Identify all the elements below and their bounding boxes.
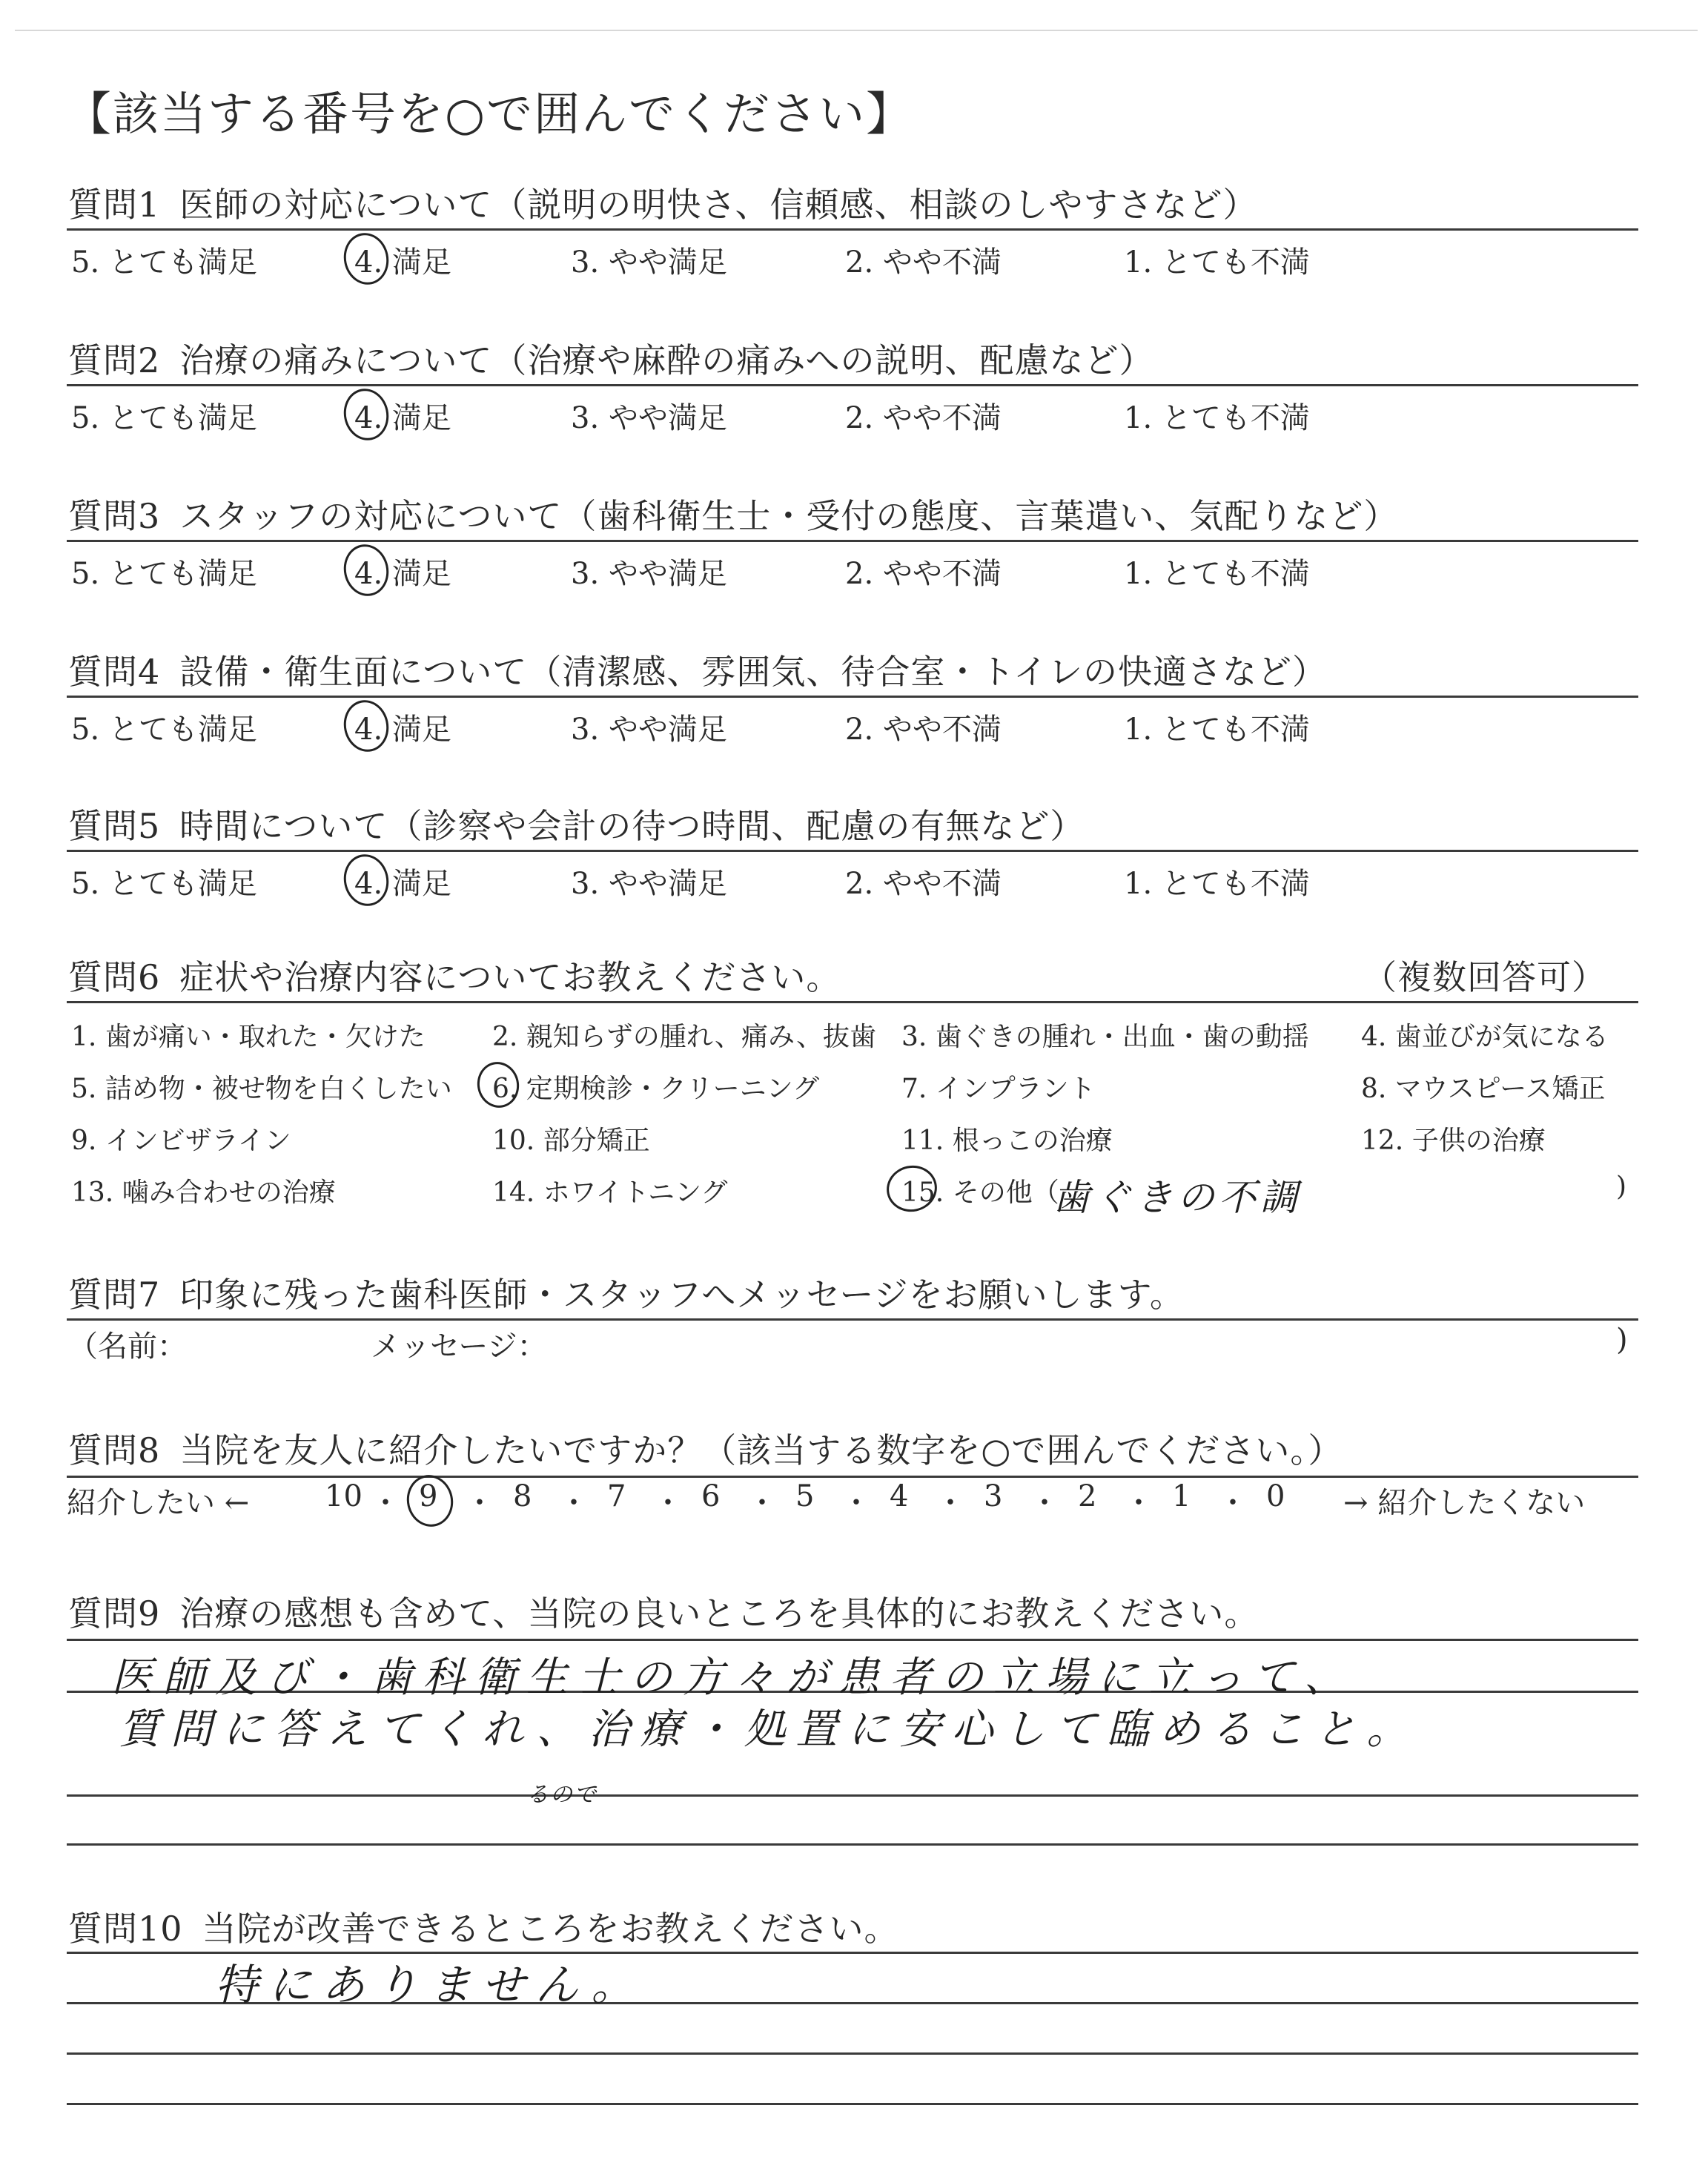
selection-circle: [402, 1470, 457, 1530]
q6-title: [68, 951, 841, 1000]
q7-text: 印象に残った歯科医師・スタッフへメッセージをお願いします。: [179, 1275, 1185, 1315]
q6-option[interactable]: 7. インプラント: [901, 1074, 1096, 1104]
rating-option[interactable]: 1. とても不満: [1124, 867, 1310, 901]
rule-line: [67, 1318, 1638, 1321]
rating-option[interactable]: 5. とても満足: [71, 401, 257, 435]
q5-text: 時間について（診察や会計の待つ時間、配慮の有無など）: [179, 806, 1085, 846]
rating-option[interactable]: 3. やや満足: [571, 401, 727, 435]
answer-line: [67, 1843, 1638, 1846]
rule-line: [67, 384, 1638, 386]
q8-scale-value[interactable]: 5: [795, 1479, 815, 1513]
q6-option: ): [1616, 1172, 1627, 1202]
rating-option[interactable]: 1. とても不満: [1124, 245, 1310, 280]
q8-right-label: → 紹介したくない: [1343, 1486, 1586, 1520]
q10-title: [68, 1902, 899, 1951]
scale-separator: ・: [1124, 1486, 1153, 1520]
answer-line: [67, 2103, 1638, 2105]
q2-text: 治療の痛みについて（治療や麻酔の痛みへの説明、配慮など）: [179, 340, 1154, 380]
q8-scale-value[interactable]: 4: [890, 1479, 909, 1513]
rule-line: [67, 696, 1638, 698]
q8-scale-value[interactable]: 3: [984, 1479, 1003, 1513]
scale-separator: ・: [653, 1486, 683, 1520]
q7-title: [68, 1268, 1185, 1317]
rating-option[interactable]: 2. やや不満: [845, 713, 1002, 747]
scale-separator: ・: [747, 1486, 777, 1520]
rating-option[interactable]: 1. とても不満: [1124, 557, 1310, 591]
q7-message-label: メッセージ：: [371, 1330, 547, 1364]
q6-option[interactable]: 1. 歯が痛い・取れた・欠けた: [71, 1022, 426, 1052]
q6-number: 質問6: [68, 957, 161, 997]
rating-option[interactable]: 2. やや不満: [845, 557, 1002, 591]
rating-option[interactable]: 3. やや満足: [571, 245, 727, 280]
scale-separator: ・: [559, 1486, 589, 1520]
rule-line: [67, 228, 1638, 231]
q6-note: （複数回答可）: [1363, 957, 1606, 997]
q8-number: 質問8: [68, 1430, 161, 1470]
scale-separator: ・: [465, 1486, 494, 1520]
q2-title: [68, 334, 1153, 383]
q6-option[interactable]: 9. インビザライン: [71, 1126, 291, 1156]
q1-title: [68, 178, 1258, 227]
q9-insertion: るので: [526, 1782, 598, 1808]
q7-number: 質問7: [68, 1275, 161, 1315]
q8-scale-value[interactable]: 9: [419, 1479, 438, 1513]
q2-number: 質問2: [68, 340, 161, 380]
rating-option[interactable]: 1. とても不満: [1124, 713, 1310, 747]
scale-separator: ・: [936, 1486, 965, 1520]
q8-scale-value[interactable]: 1: [1172, 1479, 1191, 1513]
q9-answer-line1: 医師及び・歯科衛生士の方々が患者の立場に立って、: [111, 1654, 1356, 1702]
q4-number: 質問4: [68, 652, 161, 692]
q6-option[interactable]: 13. 噛み合わせの治療: [71, 1178, 336, 1208]
q10-text: 当院が改善できるところをお教えください。: [202, 1909, 899, 1949]
q9-title: [68, 1587, 1259, 1636]
q9-text: 治療の感想も含めて、当院の良いところを具体的にお教えください。: [179, 1593, 1260, 1634]
q9-answer-line2: 質問に答えてくれ、治療・処置に安心して臨めること。: [119, 1705, 1419, 1754]
q8-scale-value[interactable]: 0: [1266, 1479, 1285, 1513]
rating-option[interactable]: 4. 満足: [354, 713, 451, 747]
q6-option[interactable]: 5. 詰め物・被せ物を白くしたい: [71, 1074, 452, 1104]
rule-line: [67, 1476, 1638, 1478]
rating-option[interactable]: 5. とても満足: [71, 557, 257, 591]
rule-line: [67, 1001, 1638, 1003]
q10-answer: 特にありません。: [215, 1960, 645, 2010]
rating-option[interactable]: 3. やや満足: [571, 713, 727, 747]
q3-title: [68, 489, 1398, 538]
rating-option[interactable]: 4. 満足: [354, 557, 451, 591]
q6-option[interactable]: 4. 歯並びが気になる: [1361, 1022, 1609, 1052]
rating-option[interactable]: 2. やや不満: [845, 867, 1002, 901]
q6-text: 症状や治療内容についてお教えください。: [179, 957, 841, 997]
answer-line: [67, 2052, 1638, 2055]
q8-left-label: 紹介したい ←: [67, 1486, 250, 1520]
q6-option[interactable]: 2. 親知らずの腫れ、痛み、抜歯: [492, 1022, 877, 1052]
q3-number: 質問3: [68, 496, 161, 536]
scale-separator: ・: [1218, 1486, 1248, 1520]
page-title: 【該当する番号を○で囲んでください】: [65, 87, 914, 141]
q6-option[interactable]: 8. マウスピース矯正: [1361, 1074, 1606, 1104]
q8-scale-value[interactable]: 10: [325, 1479, 363, 1513]
q5-number: 質問5: [68, 806, 161, 846]
rating-option[interactable]: 2. やや不満: [845, 401, 1002, 435]
answer-line: [67, 1639, 1638, 1641]
q9-number: 質問9: [68, 1593, 161, 1634]
rating-option[interactable]: 4. 満足: [354, 867, 451, 901]
scale-separator: ・: [371, 1486, 400, 1520]
scale-separator: ・: [841, 1486, 871, 1520]
answer-line: [67, 1794, 1638, 1797]
rating-option[interactable]: 4. 満足: [354, 401, 451, 435]
rating-option[interactable]: 1. とても不満: [1124, 401, 1310, 435]
q5-title: [68, 799, 1085, 848]
q1-text: 医師の対応について（説明の明快さ、信頼感、相談のしやすさなど）: [179, 185, 1258, 225]
q10-number: 質問10: [68, 1909, 183, 1949]
q7-name-label: （名前：: [68, 1330, 187, 1364]
q6-option[interactable]: 14. ホワイトニング: [492, 1178, 728, 1208]
rating-option[interactable]: 3. やや満足: [571, 867, 727, 901]
rating-option[interactable]: 3. やや満足: [571, 557, 727, 591]
q4-title: [68, 645, 1327, 694]
q1-number: 質問1: [68, 185, 161, 225]
q3-text: スタッフの対応について（歯科衛生士・受付の態度、言葉遣い、気配りなど）: [179, 496, 1399, 536]
q6-option[interactable]: 15. その他（: [901, 1178, 1059, 1208]
q6-option[interactable]: 3. 歯ぐきの腫れ・出血・歯の動揺: [901, 1022, 1309, 1052]
q4-text: 設備・衛生面について（清潔感、雰囲気、待合室・トイレの快適さなど）: [179, 652, 1328, 692]
q6-option[interactable]: 12. 子供の治療: [1361, 1126, 1546, 1156]
q6-option[interactable]: 11. 根っこの治療: [901, 1126, 1113, 1156]
q6-option[interactable]: 10. 部分矯正: [492, 1126, 650, 1156]
q6-other-answer: 歯ぐきの不調: [1053, 1176, 1302, 1219]
q8-text: 当院を友人に紹介したいですか？（該当する数字を○で囲んでください。）: [179, 1430, 1343, 1470]
scan-edge: [15, 30, 1698, 31]
q7-close-paren: ): [1616, 1323, 1628, 1357]
rating-option[interactable]: 5. とても満足: [71, 867, 257, 901]
rule-line: [67, 850, 1638, 852]
rule-line: [67, 540, 1638, 542]
scale-separator: ・: [1030, 1486, 1059, 1520]
q8-scale-value[interactable]: 7: [607, 1479, 626, 1513]
q8-title: [68, 1424, 1343, 1473]
q6-option[interactable]: 6. 定期検診・クリーニング: [492, 1074, 820, 1104]
rating-option[interactable]: 5. とても満足: [71, 713, 257, 747]
q8-scale-value[interactable]: 6: [701, 1479, 721, 1513]
rating-option[interactable]: 4. 満足: [354, 245, 451, 280]
rating-option[interactable]: 5. とても満足: [71, 245, 257, 280]
q8-scale-value[interactable]: 2: [1078, 1479, 1097, 1513]
rating-option[interactable]: 2. やや不満: [845, 245, 1002, 280]
q8-scale-value[interactable]: 8: [513, 1479, 532, 1513]
